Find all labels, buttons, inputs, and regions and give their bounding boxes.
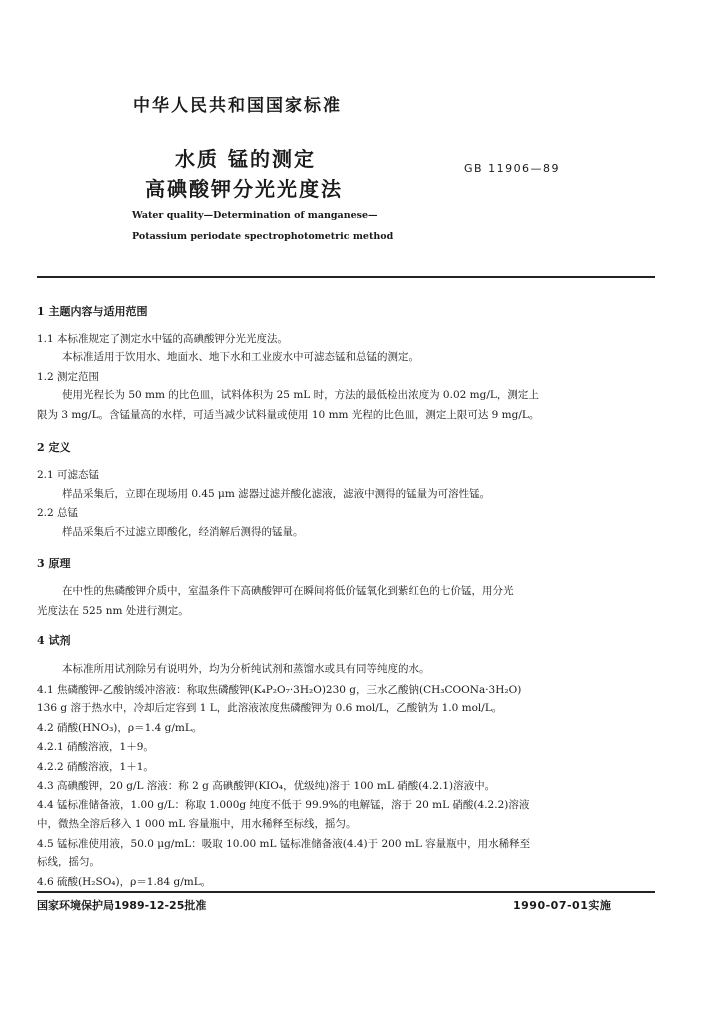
section-1-heading: 1 主题内容与适用范围 [37, 305, 148, 318]
section-2-1-line-1: 样品采集后，立即在现场用 0.45 μm 滤器过滤并酸化滤液，滤液中测得的锰量为可溶性锰。 [62, 488, 491, 500]
reagent-4-5-line-1: 4.5 锰标准使用液，50.0 μg/mL：吸取 10.00 mL 锰标准储备液(4.4)于 200 mL 容量瓶中，用水稀释至 [37, 838, 531, 850]
reagent-4-2: 4.2 硝酸(HNO₃)，ρ＝1.4 g/mL。 [37, 722, 203, 734]
reagent-4-4-line-1: 4.4 锰标准储备液，1.00 g/L：称取 1.000g 纯度不低于 99.9%的电解锰，溶于 20 mL 硝酸(4.2.2)溶液 [37, 799, 530, 811]
standard-code: GB 11906—89 [464, 162, 561, 175]
reagent-4-2-1: 4.2.1 硝酸溶液，1＋9。 [37, 741, 154, 753]
section-3-line-2: 光度法在 525 nm 处进行测定。 [37, 605, 189, 617]
english-title-line-2: Potassium periodate spectrophotometric method [132, 231, 394, 242]
section-1-1-line-1: 1.1 本标准规定了测定水中锰的高碘酸钾分光光度法。 [37, 333, 289, 345]
section-2-2-line-1: 样品采集后不过滤立即酸化，经消解后测得的锰量。 [62, 526, 304, 538]
section-3-heading: 3 原理 [37, 557, 71, 570]
reagent-4-6: 4.6 硫酸(H₂SO₄)，ρ＝1.84 g/mL。 [37, 876, 212, 888]
section-1-2-line-2: 限为 3 mg/L。含锰量高的水样，可适当减少试料量或使用 10 mm 光程的比色皿，测定上限可达 9 mg/L。 [37, 409, 540, 421]
section-2-1-title: 2.1 可滤态锰 [37, 469, 100, 481]
reagent-4-5-line-2: 标线，摇匀。 [37, 856, 100, 868]
header-rule [37, 276, 655, 278]
reagent-4-2-2: 4.2.2 硝酸溶液，1＋1。 [37, 761, 154, 773]
footer-rule [37, 891, 655, 893]
section-4-intro: 本标准所用试剂除另有说明外，均为分析纯试剂和蒸馏水或具有同等纯度的水。 [62, 663, 430, 675]
section-1-2-title: 1.2 测定范围 [37, 371, 100, 383]
title-line-2: 高碘酸钾分光光度法 [145, 177, 343, 201]
reagent-4-3: 4.3 高碘酸钾，20 g/L 溶液：称 2 g 高碘酸钾(KIO₄，优级纯)溶于 100 mL 硝酸(4.2.1)溶液中。 [37, 780, 496, 792]
title-line-1: 水质 锰的测定 [175, 147, 316, 171]
section-4-heading: 4 试剂 [37, 634, 71, 647]
section-1-1-line-2: 本标准适用于饮用水、地面水、地下水和工业废水中可滤态锰和总锰的测定。 [62, 351, 419, 363]
implementation-date: 1990-07-01实施 [513, 899, 612, 912]
english-title-line-1: Water quality—Determination of manganese— [132, 210, 378, 221]
reagent-4-1-line-2: 136 g 溶于热水中，冷却后定容到 1 L，此溶液浓度焦磷酸钾为 0.6 mol/L，乙酸钠为 1.0 mol/L。 [37, 702, 503, 714]
section-1-2-line-1: 使用光程长为 50 mm 的比色皿，试料体积为 25 mL 时，方法的最低检出浓度为 0.02 mg/L，测定上 [62, 389, 539, 401]
national-standard-label: 中华人民共和国国家标准 [133, 96, 342, 116]
approval-date: 国家环境保护局1989-12-25批准 [37, 899, 207, 912]
section-2-heading: 2 定义 [37, 441, 71, 454]
reagent-4-1-line-1: 4.1 焦磷酸钾-乙酸钠缓冲溶液：称取焦磷酸钾(K₄P₂O₇·3H₂O)230 g，三水乙酸钠(CH₃COONa·3H₂O) [37, 684, 522, 696]
section-2-2-title: 2.2 总锰 [37, 507, 79, 519]
reagent-4-4-line-2: 中，微热全溶后移入 1 000 mL 容量瓶中，用水稀释至标线，摇匀。 [37, 818, 357, 830]
section-3-line-1: 在中性的焦磷酸钾介质中，室温条件下高碘酸钾可在瞬间将低价锰氧化到紫红色的七价锰，用分光 [62, 585, 514, 597]
